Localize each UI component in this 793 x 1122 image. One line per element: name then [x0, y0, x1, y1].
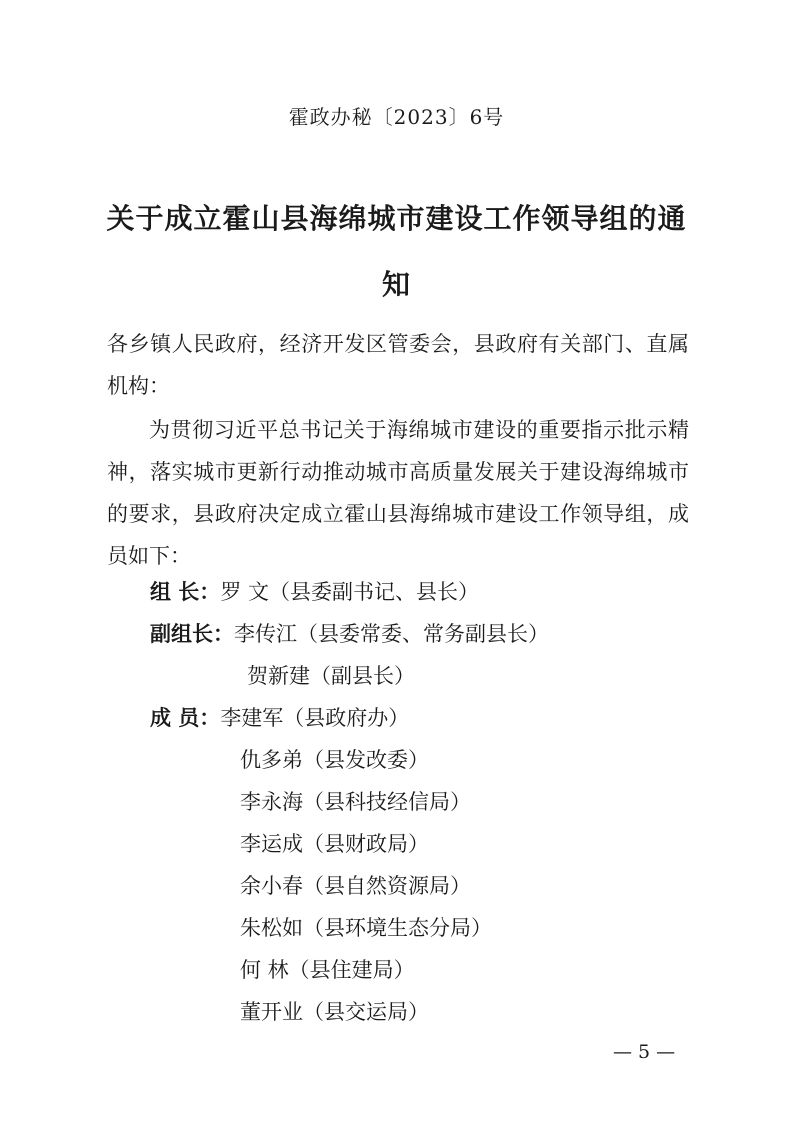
document-number: 霍政办秘〔2023〕6号 — [288, 105, 505, 129]
page-number: — 5 — — [613, 1041, 676, 1063]
title-line-2: 知 — [381, 268, 411, 301]
member-entry: 何 林（县住建局） — [240, 958, 415, 982]
member-row — [240, 739, 429, 781]
deputy-entry: 李传江（县委常委、常务副县长） — [234, 622, 549, 646]
document-title — [96, 186, 697, 318]
salutation: 各乡镇人民政府，经济开发区管委会，县政府有关部门、直属机构： — [107, 332, 689, 398]
member-entry: 朱松如（县环境生态分局） — [240, 916, 492, 940]
leader-label: 组 长： — [150, 580, 221, 604]
members-label: 成 员： — [150, 706, 221, 730]
member-entry: 余小春（县自然资源局） — [240, 874, 471, 898]
deputy-entry: 贺新建（副县长） — [247, 664, 415, 688]
member-row — [240, 907, 492, 949]
body-paragraph: 为贯彻习近平总书记关于海绵城市建设的重要指示批示精神，落实城市更新行动推动城市高质量发展关于建设海绵城市的要求，县政府决定成立霍山县海绵城市建设工作领导组，成员如下： — [107, 418, 689, 568]
deputy-row — [150, 613, 549, 655]
member-entry: 仇多弟（县发改委） — [240, 748, 429, 772]
member-row — [240, 865, 471, 907]
member-entry: 李运成（县财政局） — [240, 832, 429, 856]
leader-entry: 罗 文（县委副书记、县长） — [220, 580, 479, 604]
member-entry: 李建军（县政府办） — [220, 706, 410, 730]
member-row — [240, 823, 429, 865]
member-row — [150, 697, 409, 739]
member-entry: 董开业（县交运局） — [240, 1000, 429, 1024]
member-row — [240, 991, 429, 1033]
deputy-label: 副组长： — [150, 622, 234, 646]
title-line-1: 关于成立霍山县海绵城市建设工作领导组的通 — [106, 202, 687, 235]
member-entry: 李永海（县科技经信局） — [240, 790, 471, 814]
member-row — [240, 781, 471, 823]
deputy-row — [247, 655, 415, 697]
leader-row — [150, 571, 479, 613]
member-row — [240, 949, 415, 991]
